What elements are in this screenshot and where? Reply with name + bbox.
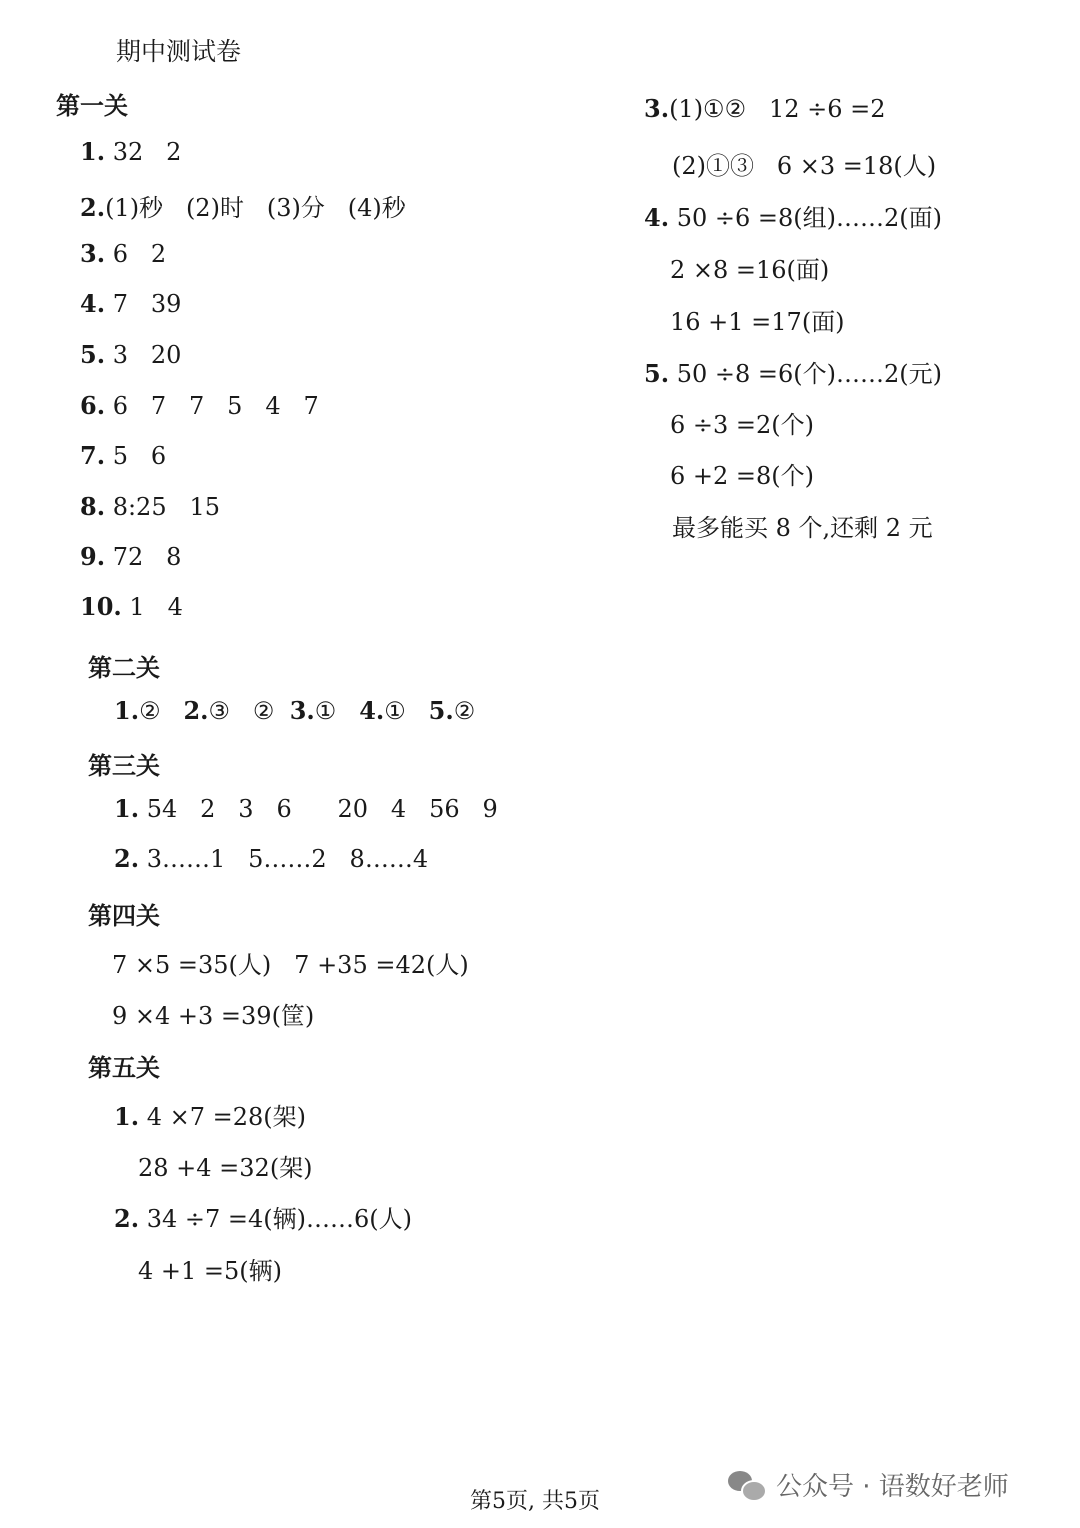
question-number: 2. xyxy=(183,696,209,725)
question-number: 5. xyxy=(428,696,454,725)
answer-text: 5 6 xyxy=(112,442,167,470)
answer-line xyxy=(644,198,942,233)
answer-text: 54 2 3 6 20 4 56 9 xyxy=(146,795,498,823)
watermark xyxy=(728,1466,1009,1503)
answer-text: 6 2 xyxy=(112,240,167,268)
wechat-icon xyxy=(728,1469,766,1501)
answer-text: (1)秒 (2)时 (3)分 (4)秒 xyxy=(105,194,406,222)
answer-text: 4 ×7 =28(架) xyxy=(146,1103,306,1131)
question-number: 2. xyxy=(80,193,106,222)
answer-text: 1 4 xyxy=(129,593,183,621)
question-number: 8. xyxy=(80,492,106,521)
answer-line: 16 +1 =17(面) xyxy=(670,308,845,336)
answer-line xyxy=(80,542,181,571)
question-number: 10. xyxy=(80,592,122,621)
question-number: 9. xyxy=(80,542,106,571)
answer-text: 3 20 xyxy=(112,341,182,369)
answer-line: 6 +2 =8(个) xyxy=(670,462,815,490)
answer-line xyxy=(114,1097,306,1132)
answer-text: ① xyxy=(314,697,337,725)
answer-text: 6 7 7 5 4 7 xyxy=(112,392,319,420)
question-number: 3. xyxy=(80,239,106,268)
answer-line xyxy=(114,1199,412,1234)
answer-text: 7 39 xyxy=(112,290,182,318)
answer-text: 34 ÷7 =4(辆)……6(人) xyxy=(146,1205,412,1233)
answer-text: ③ ② xyxy=(208,697,275,725)
section-heading-3: 第三关 xyxy=(88,752,160,780)
answer-line xyxy=(80,137,181,166)
section-heading-2: 第二关 xyxy=(88,654,160,682)
answer-text: ① xyxy=(384,697,406,725)
answer-text: ② xyxy=(453,697,476,725)
question-number: 4. xyxy=(80,289,106,318)
answer-line: 2 ×8 =16(面) xyxy=(670,256,830,284)
answer-line: 4 +1 =5(辆) xyxy=(138,1257,283,1285)
question-number: 1. xyxy=(80,137,106,166)
answer-line xyxy=(80,391,319,420)
answer-line xyxy=(114,844,428,873)
section-heading-4: 第四关 xyxy=(88,902,160,930)
question-number: 5. xyxy=(80,340,106,369)
answer-line: 28 +4 =32(架) xyxy=(138,1154,313,1182)
answer-line xyxy=(114,794,498,823)
answer-line: 6 ÷3 =2(个) xyxy=(670,411,815,439)
question-number: 2. xyxy=(114,1204,140,1233)
answer-line xyxy=(80,239,166,268)
question-number: 4. xyxy=(359,696,385,725)
answer-line: 9 ×4 +3 =39(筐) xyxy=(112,1002,315,1030)
answer-text: 50 ÷8 =6(个)……2(元) xyxy=(676,360,942,388)
answer-line xyxy=(80,492,220,521)
question-number: 2. xyxy=(114,844,140,873)
answer-text: 72 8 xyxy=(112,543,182,571)
answer-line xyxy=(80,188,406,223)
section-heading-1: 第一关 xyxy=(56,92,128,120)
question-number: 1. xyxy=(114,794,140,823)
answer-text: ② xyxy=(139,697,161,725)
answer-line xyxy=(644,354,942,389)
question-number: 3. xyxy=(644,94,670,123)
question-number: 5. xyxy=(644,359,670,388)
answer-line xyxy=(644,94,886,123)
answer-line xyxy=(80,441,166,470)
section-heading-5: 第五关 xyxy=(88,1054,160,1082)
watermark-text: 公众号 · 语数好老师 xyxy=(776,1472,1009,1502)
answer-line xyxy=(80,289,181,318)
answer-line xyxy=(80,592,183,621)
question-number: 4. xyxy=(644,203,670,232)
answer-line: 最多能买 8 个,还剩 2 元 xyxy=(672,514,933,542)
question-number: 1. xyxy=(114,1102,140,1131)
answer-text: (1)①② 12 ÷6 =2 xyxy=(669,95,886,123)
question-number: 1. xyxy=(114,696,140,725)
question-number: 6. xyxy=(80,391,106,420)
answer-line xyxy=(114,696,475,725)
answer-line: 7 ×5 =35(人) 7 +35 =42(人) xyxy=(112,951,469,979)
question-number: 3. xyxy=(289,696,315,725)
question-number: 7. xyxy=(80,441,106,470)
answer-line xyxy=(80,340,181,369)
answer-text: 50 ÷6 =8(组)……2(面) xyxy=(676,204,942,232)
answer-text: 3……1 5……2 8……4 xyxy=(146,845,429,873)
answer-text: 8:25 15 xyxy=(112,493,221,521)
page-footer: 第5页, 共5页 xyxy=(470,1489,600,1514)
page-title: 期中测试卷 xyxy=(116,37,242,66)
answer-line: (2)①③ 6 ×3 =18(人) xyxy=(672,152,937,180)
answer-text: 32 2 xyxy=(112,138,182,166)
